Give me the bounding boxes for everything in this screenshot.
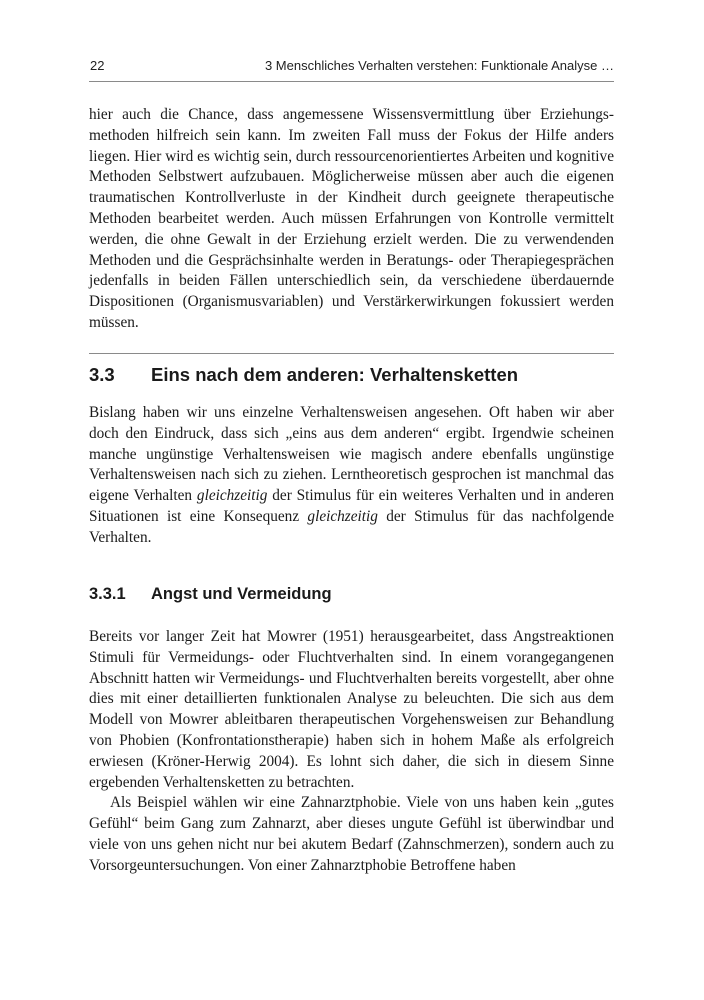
book-page — [89, 0, 614, 1000]
text-run: Bislang haben wir uns einzelne Verhaltensweisen angesehen. Oft haben wir aber doch den Eindruck, dass sich „eins aus dem anderen“ ergibt. Irgendwie scheinen manche ungünstige Verhaltensweisen wie magisch andere ebenfalls ungünstige Verhaltensweisen nach sich zu ziehen. Lerntheoretisch gesprochen ist manchmal das eigene Verhalten — [89, 404, 614, 505]
subsection-body — [89, 627, 614, 877]
text-run: der Stimulus für ein weiteres Verhalten und in anderen Situationen ist eine Konsequenz — [89, 487, 614, 525]
running-chapter-title: 3 Menschliches Verhalten verstehen: Funktionale Analyse … — [264, 58, 614, 73]
emphasized-word: gleichzeitig — [196, 487, 268, 505]
paragraph-text — [89, 403, 614, 549]
section-heading — [89, 364, 518, 386]
running-header — [89, 58, 614, 78]
paragraph-text: Als Beispiel wählen wir eine Zahnarztphobie. Viele von uns haben kein „gutes Gefühl“ beim Gang zum Zahnarzt, aber dieses ungute Gefühl ist überwindbar und viele von uns gehen nicht nur bei akutem Bedarf (Zahnschmerzen), sondern auch zu Vorsorgeuntersuchungen. Von einer Zahnarztphobie Betroffene haben — [89, 794, 614, 874]
section-divider — [89, 353, 614, 354]
subsection-heading — [89, 585, 332, 604]
paragraph-continuation — [89, 105, 614, 334]
section-number: 3.3 — [89, 364, 115, 385]
paragraph-text: hier auch die Chance, dass angemessene Wissensvermittlung über Erziehungsmethoden hilfreich sein kann. Im zweiten Fall muss der Fokus der Hilfe anders liegen. Hier wird es wichtig sein, durch ressourcenorientiertes Arbeiten und kognitive Methoden Selbstwert aufzubauen. Möglicherweise müssen aber auch die eigenen traumatischen Kontrollverluste in der Kindheit durch geeignete therapeutische Methoden bearbeitet werden. Auch müssen Erfahrungen von Kontrolle vermittelt werden, die ohne Gewalt in der Erziehung erzielt werden. Die zu verwendenden Methoden und die Gesprächsinhalte werden in Beratungs- oder Therapiegesprächen jedenfalls in beiden Fällen unterschiedlich sein, da verschiedene überdauernde Dispositionen (Organismusvariablen) und Verstärkerwirkungen fokussiert werden müssen. — [89, 106, 614, 331]
emphasized-word: gleichzeitig — [307, 507, 378, 525]
subsection-number: 3.3.1 — [89, 585, 126, 603]
header-divider — [89, 81, 614, 82]
page-number: 22 — [90, 58, 105, 73]
paragraph-text: Bereits vor langer Zeit hat Mowrer (1951) herausgearbeitet, dass Angstreaktionen Stimuli für Vermeidungs- oder Fluchtverhalten sind. In einem vorangegangenen Abschnitt hatten wir Vermeidungs- und Fluchtverhalten bereits vorgestellt, aber ohne dies mit einer detaillierten funktionalen Analyse zu beleuchten. Die sich aus dem Modell von Mowrer ableitbaren therapeutischen Vorgehensweisen zur Behandlung von Phobien (Konfrontationstherapie) haben sich in hohem Maße als erfolgreich erwiesen (Kröner-Herwig 2004). Es lohnt sich daher, die sich in diesem Sinne ergebenden Verhaltensketten zu betrachten. — [89, 628, 614, 791]
subsection-title: Angst und Vermeidung — [151, 585, 332, 603]
section-intro-paragraph — [89, 403, 614, 549]
section-title: Eins nach dem anderen: Verhaltensketten — [151, 364, 519, 385]
text-run: der Stimulus für das nachfolgende Verhalten. — [89, 507, 614, 546]
